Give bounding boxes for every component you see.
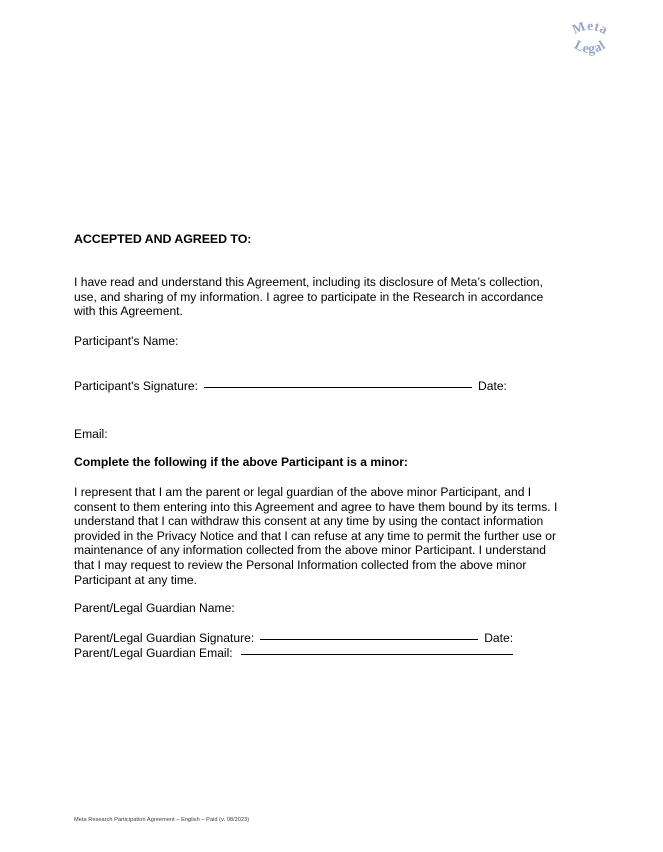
guardian-signature-field[interactable] <box>74 631 513 646</box>
guardian-name-label: Parent/Legal Guardian Name: <box>74 601 235 615</box>
heading-accepted-and-agreed: ACCEPTED AND AGREED TO: <box>74 232 252 246</box>
participant-email-label: Email: <box>74 427 108 441</box>
participant-signature-label: Participant's Signature: <box>74 379 198 393</box>
guardian-signature-line[interactable] <box>260 639 478 640</box>
meta-legal-stamp <box>552 2 628 78</box>
participant-signature-line[interactable] <box>204 387 472 388</box>
participant-email-field[interactable] <box>74 427 108 442</box>
participant-name-field[interactable] <box>74 334 178 349</box>
document-footer: Meta Research Participation Agreement – English – Paid (v. 08/2023) <box>74 817 250 823</box>
participant-name-label: Participant's Name: <box>74 334 179 348</box>
stamp-bottom-text: Legal <box>571 36 609 57</box>
guardian-name-field[interactable] <box>74 601 235 616</box>
heading-minor-section: Complete the following if the above Participant is a minor: <box>74 455 408 469</box>
guardian-email-field[interactable] <box>74 646 513 661</box>
guardian-date-label: Date: <box>484 631 514 645</box>
paragraph-acknowledgement: I have read and understand this Agreement, including its disclosure of Meta’s collection, use, and sharing of my information. I agree to participate in the Research in accordance with this Agreement. <box>74 275 544 319</box>
participant-signature-field[interactable] <box>74 379 507 394</box>
guardian-email-line[interactable] <box>241 654 513 655</box>
guardian-email-label: Parent/Legal Guardian Email: <box>74 646 233 660</box>
paragraph-guardian-consent: I represent that I am the parent or legal guardian of the above minor Participant, and I consent to them entering into this Agreement and agree to have them bound by its terms. I understand that I can withdraw this consent at any time by using the contact information provided in the Privacy Notice and that I can refuse at any time to permit the further use or maintenance of any information collected from the above minor Participant. I understand that I may request to review the Personal Information collected from the above minor Participant at any time. <box>74 485 558 587</box>
participant-date-label: Date: <box>478 379 507 393</box>
guardian-signature-label: Parent/Legal Guardian Signature: <box>74 631 255 645</box>
stamp-top-text: Meta <box>570 17 611 38</box>
